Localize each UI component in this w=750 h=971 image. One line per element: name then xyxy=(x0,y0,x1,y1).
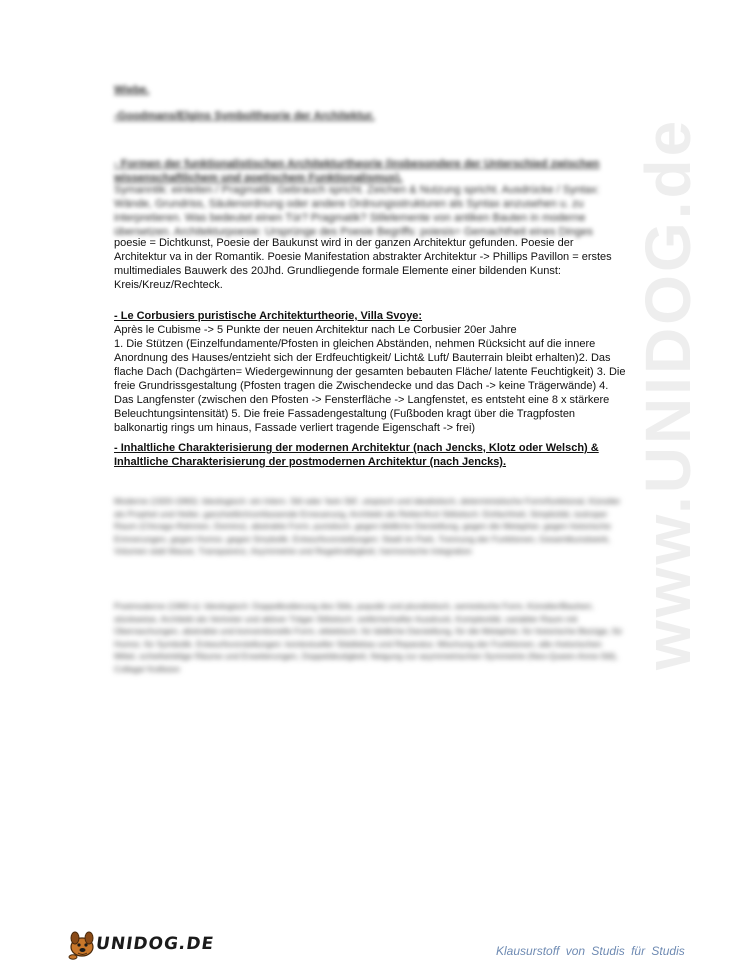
blurred-title-1: Wiebe. xyxy=(114,84,150,96)
blurred-intro-paragraph: Symanntik: einleiten / Pragmatik: Gebrauch spricht. Zeichen & Nutzung spricht. Ausdrücke / Syntax: Wände, Grundriss, Säulenordnung oder andere Ordnungsstrukturen als Syntax anzusehen u. zu interpretieren. Was bedeutet einen Tür? Pragmatik? Stilelemente von antiken Bauten in moderne übersetzen. Architekturpoesie: Ursprünge des Poesie Begriffs: poiesis= Gemachtheit eines Dinges xyxy=(114,184,600,238)
unidog-logo[interactable] xyxy=(64,927,214,961)
blurred-section-heading: - Formen der funktionalistischen Architekturtheorie (insbesondere der Unterschied zwischen wissenschaftlichem und poetischem Funktionalismus). xyxy=(114,158,600,184)
characterization-heading: - Inhaltliche Charakterisierung der modernen Architektur (nach Jencks, Klotz oder Welsch) & Inhaltliche Charakterisierung der postmodernen Architektur (nach Jencks). xyxy=(114,442,599,468)
le-corbusier-intro-line: Après le Cubisme -> 5 Punkte der neuen Architektur nach Le Corbusier 20er Jahre xyxy=(114,324,517,336)
logo-text: UNIDOG.DE xyxy=(94,934,216,954)
intro-paragraph: poesie = Dichtkunst, Poesie der Baukunst wird in der ganzen Architektur gefunden. Poesie der Architektur va in der Romantik. Poesie Manifestation abstrakter Architektur -> Phillips Pavillon = erstes multimediales Bauwerk des 20Jhd. Grundliegende formale Elemente einer bildenden Kunst: Kreis/Kreuz/Rechteck. xyxy=(114,237,612,291)
le-corbusier-section xyxy=(114,309,626,435)
le-corbusier-paragraph: 1. Die Stützen (Einzelfundamente/Pfosten in gleichen Abständen, nehmen Rücksicht auf die innere Anordnung des Hauses/entzieht sich der Erdfeuchtigkeit/ Licht& Luft/ Bauterrain bleibt erhalten)2. Das flache Dach (Dachgärten= Wiedergewinnung der gesamten bebauten Fläche/ latente Feuchtigkeit) 3. Die freie Grundrissgestaltung (Pfosten tragen die Zwischendecke und das Dach -> keine Trägerwände) 4. Das Langfenster (zwischen den Pfosten -> Fensterfläche -> Langfenstet, es entsteht eine 8 x stärkere Beleuchtungsintensität) 5. Die freie Fassadengestaltung (Fußboden kragt über die Tragpfosten balkonartig rings um hinaus, Fassade verliert tragende Eigenschaft -> frei) xyxy=(114,338,626,434)
blurred-moderne-paragraph: Moderne (1920-1960): Ideologisch: ein Inlern. Stil oder 'kein Stil', utopisch und idealistisch, deterministische Form/funktional, Künstler als Prophet und Heiler, ganzheitlich/umfassende Erneuerung, Architekt als Retter/Arzt Stilistisch: Einfachheit, Simplizität, isotroper Raum (Chicago-Rahmen, Domino), abstrakte Form, puristisch, gegen bildliche Darstellung, gegen die Metapher, gegen historische Erinnerungen, gegen Humor, gegen Smybolik. Entwurfsvorstellungen: Stadt im Park, Trennung der Funktionen, Gesamtkunstwerk, Volumen statt Masse, Transparenz, Asymmetrie und Regelmäßigkeit, harmonische Integration xyxy=(114,496,621,557)
le-corbusier-heading: - Le Corbusiers puristische Architekturtheorie, Villa Svoye: xyxy=(114,310,423,322)
footer-tagline: Klausurstoff von Studis für Studis xyxy=(496,944,685,958)
watermark: www.UNIDOG.de xyxy=(632,117,704,670)
blurred-title-2: -Goodmans/Elgins Symboltheorie der Architektur. xyxy=(114,110,375,122)
blurred-postmoderne-paragraph: Postmoderne (1960-x): Ideologisch: Doppelkodierung des Stils, populär und pluralistisch, semiotische Form, Künstler/Bauherr, stückweise, Architekt als Vertreter und aktiver Träger Stilistisch: zeitlicherhafter Ausdruck, Komplexität, variabler Raum mit Überraschungen, abstrakte und konventionelle Form, eklektisch, für bildliche Darstellung, für die Metapher, für historische Bezüge, für Humor, für Symbolik. Entwurfsvorstellungen: kontextueller Städtebau und Reparatur, Mischung der Funktionen, alle rhetorischen Mittel, schiefwinklige Räume und Erweiterungen, Doppeldeutigkeit, Neigung zur asymmetrischen Symmetrie (Neo-Queen-Anne-Stil), Collage/ Kollision xyxy=(114,601,623,674)
